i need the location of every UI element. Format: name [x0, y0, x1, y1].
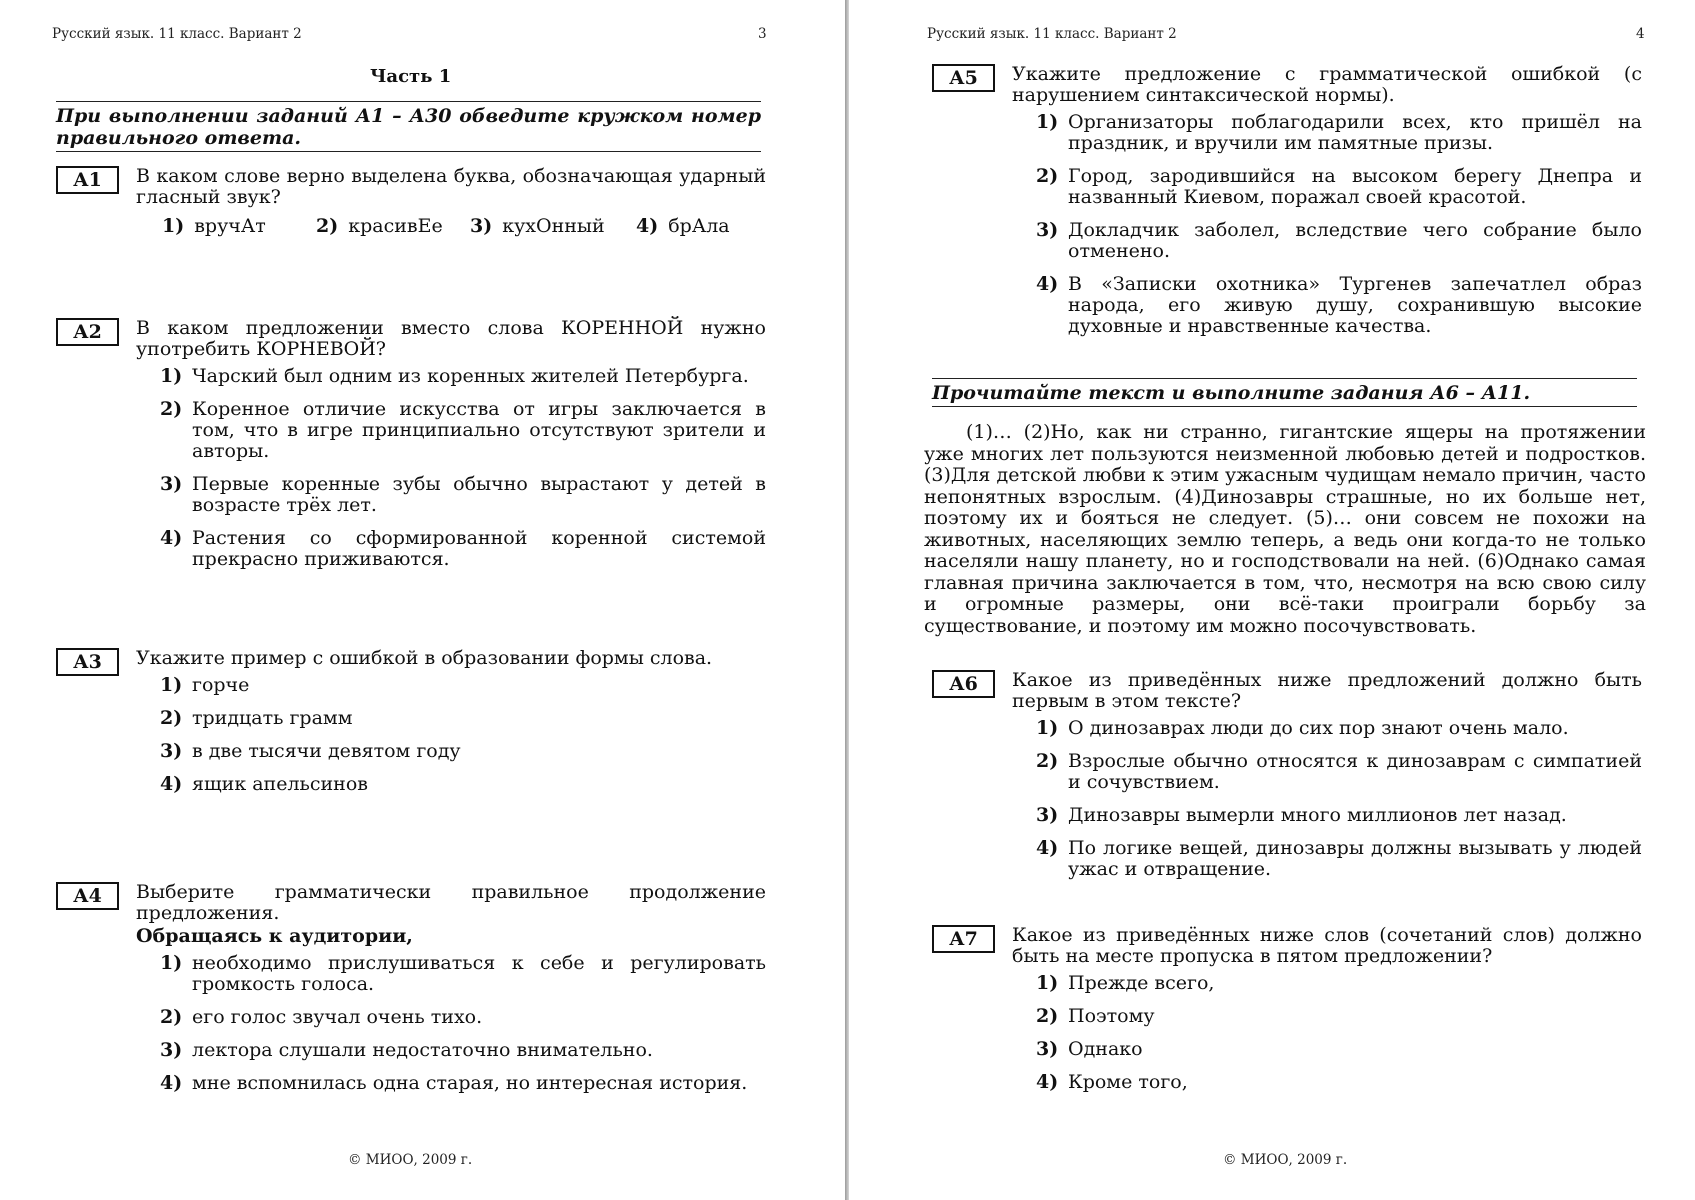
- answer-option[interactable]: 3) Однако: [1036, 1038, 1143, 1060]
- task-question: Какое из приведённых ниже слов (сочетаний слов) должно быть на месте пропуска в пятом предложении?: [1012, 924, 1642, 967]
- page-divider: [845, 0, 849, 1200]
- task-prompt: Обращаясь к аудитории,: [136, 925, 413, 947]
- answer-option[interactable]: 2) его голос звучал очень тихо.: [160, 1006, 483, 1028]
- task-question: Выберите грамматически правильное продолжение предложения.: [136, 881, 766, 924]
- task-question: В каком предложении вместо слова КОРЕННОЙ нужно употребить КОРНЕВОЙ?: [136, 317, 766, 360]
- header-title: Русский язык. 11 класс. Вариант 2: [52, 26, 302, 42]
- answer-option[interactable]: 1) Чарский был одним из коренных жителей Петербурга.: [160, 365, 749, 387]
- answer-option[interactable]: 2) Коренное отличие искусства от игры заключается в том, что в игре принципиально отсутствуют зрители и авторы.: [160, 398, 766, 462]
- answer-option[interactable]: 1) Организаторы поблагодарили всех, кто пришёл на праздник, и вручили им памятные призы.: [1036, 111, 1642, 154]
- footer-copyright: © МИОО, 2009 г.: [1223, 1152, 1348, 1168]
- answer-option[interactable]: 2) красивЕе: [316, 215, 443, 237]
- task-label: А3: [56, 648, 119, 676]
- answer-option[interactable]: 1) вручАт: [162, 215, 266, 237]
- answer-option[interactable]: 1) горче: [160, 674, 250, 696]
- task-label: А5: [932, 64, 995, 92]
- answer-option[interactable]: 1) О динозаврах люди до сих пор знают очень мало.: [1036, 717, 1569, 739]
- instruction: При выполнении заданий А1 – А30 обведите кружком номер правильного ответа.: [56, 101, 761, 152]
- answer-option[interactable]: 4) В «Записки охотника» Тургенев запечатлел образ народа, его живую душу, сохранившую высокие духовные и нравственные качества.: [1036, 273, 1642, 337]
- answer-options: [1036, 718, 1642, 880]
- answer-option[interactable]: 2) Взрослые обычно относятся к динозаврам с симпатией и сочувствием.: [1036, 750, 1642, 793]
- footer-copyright: © МИОО, 2009 г.: [348, 1152, 473, 1168]
- task-label: А6: [932, 670, 995, 698]
- page-number: 3: [758, 26, 767, 42]
- answer-option[interactable]: 3) Первые коренные зубы обычно вырастают у детей в возрасте трёх лет.: [160, 473, 766, 516]
- answer-option[interactable]: 2) тридцать грамм: [160, 707, 353, 729]
- answer-option[interactable]: 2) Город, зародившийся на высоком берегу Днепра и названный Киевом, поражал своей красотой.: [1036, 165, 1642, 208]
- answer-options: [1036, 973, 1642, 1093]
- answer-option[interactable]: 1) необходимо прислушиваться к себе и регулировать громкость голоса.: [160, 952, 766, 995]
- task-label: А2: [56, 318, 119, 346]
- task-label: А7: [932, 925, 995, 953]
- part-title: Часть 1: [370, 66, 452, 87]
- answer-options: [160, 675, 766, 795]
- answer-option[interactable]: 3) Докладчик заболел, вследствие чего собрание было отменено.: [1036, 219, 1642, 262]
- answer-option[interactable]: 4) По логике вещей, динозавры должны вызывать у людей ужас и отвращение.: [1036, 837, 1642, 880]
- answer-options: [162, 216, 766, 237]
- task-a7: [932, 925, 1642, 1105]
- answer-option[interactable]: 3) в две тысячи девятом году: [160, 740, 461, 762]
- task-a5: [932, 64, 1642, 349]
- answer-options: [160, 366, 766, 570]
- task-question: Укажите пример с ошибкой в образовании формы слова.: [136, 647, 713, 669]
- task-a4: [56, 882, 766, 1106]
- answer-option[interactable]: 3) кухОнный: [470, 215, 605, 237]
- answer-option[interactable]: 4) Растения со сформированной коренной системой прекрасно приживаются.: [160, 527, 766, 570]
- answer-option[interactable]: 4) ящик апельсинов: [160, 773, 368, 795]
- page-right: [850, 0, 1695, 1200]
- answer-option[interactable]: 2) Поэтому: [1036, 1005, 1155, 1027]
- task-a2: [56, 318, 766, 582]
- task-question: В каком слове верно выделена буква, обозначающая ударный гласный звук?: [136, 165, 766, 208]
- reading-passage: (1)… (2)Но, как ни странно, гигантские ящеры на протяжении уже многих лет пользуются неизменной любовью детей и подростков. (3)Для детской любви к этим ужасным чудищам немало причин, часто непонятных взрослым. (4)Динозавры страшные, но их больше нет, поэтому их и бояться не следует. (5)… они совсем не похожи на животных, населяющих землю теперь, а ведь они когда-то не только населяли нашу планету, но и господствовали на ней. (6)Однако самая главная причина заключается в том, что, несмотря на всю свою силу и огромные размеры, они всё-таки проиграли борьбу за существование, и поэтому им можно посочувствовать.: [924, 421, 1646, 637]
- task-a6: [932, 670, 1642, 892]
- page-number: 4: [1636, 26, 1645, 42]
- header-title: Русский язык. 11 класс. Вариант 2: [927, 26, 1177, 42]
- task-label: А1: [56, 166, 119, 194]
- answer-options: [1036, 112, 1642, 337]
- task-label: А4: [56, 882, 119, 910]
- task-a3: [56, 648, 766, 807]
- answer-option[interactable]: 3) лектора слушали недостаточно внимательно.: [160, 1039, 653, 1061]
- answer-option[interactable]: 4) Кроме того,: [1036, 1071, 1188, 1093]
- task-a1: [56, 166, 766, 237]
- read-instruction: Прочитайте текст и выполните задания А6 – А11.: [932, 378, 1637, 407]
- answer-option[interactable]: 4) мне вспомнилась одна старая, но интересная история.: [160, 1072, 748, 1094]
- answer-option[interactable]: 3) Динозавры вымерли много миллионов лет назад.: [1036, 804, 1567, 826]
- task-question: Укажите предложение с грамматической ошибкой (с нарушением синтаксической нормы).: [1012, 63, 1642, 106]
- page-left: [0, 0, 845, 1200]
- answer-option[interactable]: 4) брАла: [636, 215, 730, 237]
- task-question: Какое из приведённых ниже предложений должно быть первым в этом тексте?: [1012, 669, 1642, 712]
- answer-option[interactable]: 1) Прежде всего,: [1036, 972, 1215, 994]
- answer-options: [160, 953, 766, 1094]
